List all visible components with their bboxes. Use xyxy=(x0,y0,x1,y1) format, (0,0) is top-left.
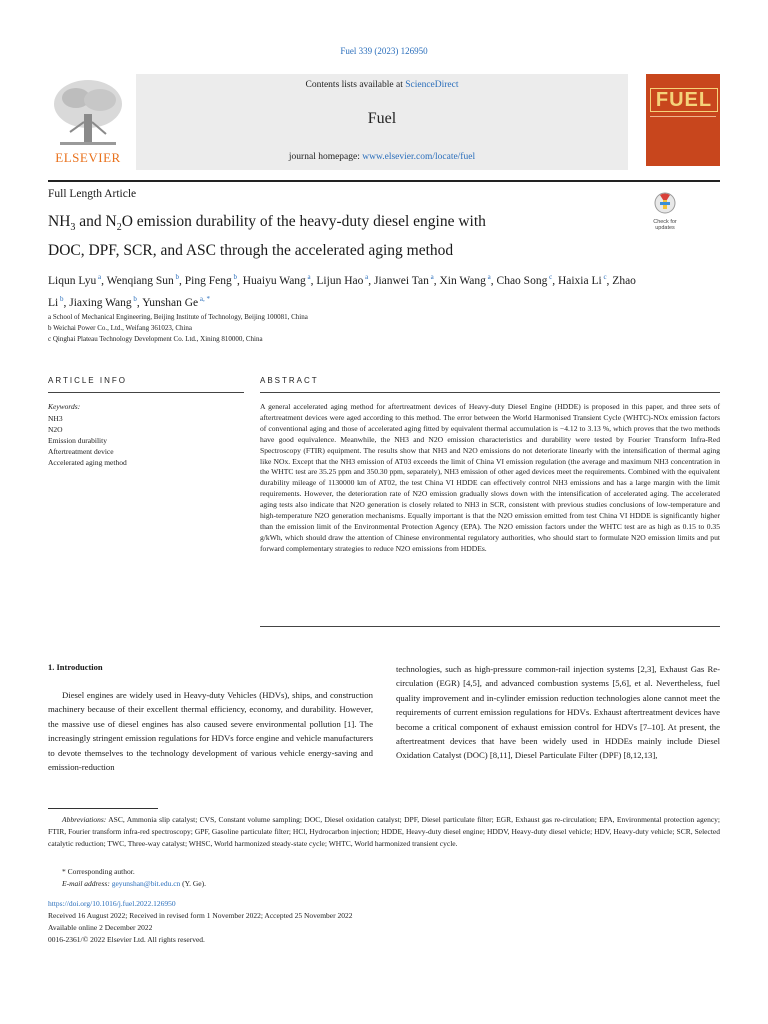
contents-prefix: Contents lists available at xyxy=(305,80,403,90)
keywords-list xyxy=(48,413,127,468)
author-name[interactable]: Yunshan Ge xyxy=(142,296,199,309)
received-dates: Received 16 August 2022; Received in revised form 1 November 2022; Accepted 25 November 2022 xyxy=(48,911,353,920)
author-list: Liqun Lyu $^a$, Wenqiang Sun $^b$, Ping Feng $^b$, Huaiyu Wang $^a$, Lijun Hao $^a$, Jianwei Tan $^a$, Xin Wang $^a$, Chao Song $^c$, Haixia Li $^c$, Zhao Li $^b$, Jiaxing Wang $^b$, Yunshan Ge $^{a, *}$ xyxy=(48,273,636,309)
author-affiliation-marker[interactable]: b xyxy=(58,294,64,303)
author-name[interactable]: Liqun Lyu xyxy=(48,274,97,287)
author-name[interactable]: Huaiyu Wang xyxy=(242,274,306,287)
author-affiliation-marker[interactable]: c xyxy=(601,273,607,281)
elsevier-logo xyxy=(48,74,128,166)
author-name[interactable]: Jiaxing Wang xyxy=(69,296,132,309)
copyright: 0016-2361/© 2022 Elsevier Ltd. All rights reserved. xyxy=(48,935,205,944)
keyword-item: NH3 xyxy=(48,414,63,423)
author-name[interactable]: Wenqiang Sun xyxy=(106,274,174,287)
author-name[interactable]: Haixia Li xyxy=(557,274,602,287)
publisher-name: ELSEVIER xyxy=(55,150,121,165)
author-affiliation-marker[interactable]: a xyxy=(96,273,102,281)
affiliation-line: b Weichai Power Co., Ltd., Weifang 361023, China xyxy=(48,324,193,332)
homepage-prefix: journal homepage: xyxy=(288,152,360,162)
author-affiliation-marker[interactable]: a xyxy=(428,273,434,281)
article-type: Full Length Article xyxy=(48,188,137,200)
homepage-line xyxy=(136,152,628,162)
author-name[interactable]: Lijun Hao xyxy=(316,274,364,287)
abstract-bottom-rule xyxy=(260,626,720,627)
doi-link[interactable]: https://doi.org/10.1016/j.fuel.2022.126950 xyxy=(48,899,176,908)
abbreviations-text: ASC, Ammonia slip catalyst; CVS, Constant volume sampling; DOC, Diesel oxidation catalyst; DPF, Diesel particulate filter; EGR, Exhaust gas re-circulation; EPA, Environmental protection agency; FTIR, Fourier transform infra-red spectroscopy; GPF, Gasoline particulate filter; HCl, Hydrocarbon injection; HDDE, Heavy-duty diesel engine; HDDV, Heavy-duty diesel vehicle; HDV, Heavy-duty vehicle; SCR, Selected catalytic reduction; TWC, Three-way catalyst; WHSC, World harmonized steady-state cycle; WHTC, World harmonized transient cycle. xyxy=(48,815,720,848)
abbreviations-footnote xyxy=(48,814,720,850)
sciencedirect-link[interactable]: ScienceDirect xyxy=(405,80,459,90)
author-affiliation-marker[interactable]: a xyxy=(485,273,491,281)
keyword-item: Aftertreatment device xyxy=(48,447,114,456)
publication-details xyxy=(48,898,353,946)
crossmark-badge[interactable] xyxy=(650,192,680,231)
title-line-2: DOC, DPF, SCR, and ASC through the accelerated aging method xyxy=(48,242,454,260)
title-part: and N xyxy=(75,213,117,230)
affiliations xyxy=(48,312,648,345)
affiliation-line: a School of Mechanical Engineering, Beijing Institute of Technology, Beijing 100081, China xyxy=(48,313,308,321)
footnote-rule xyxy=(48,808,158,809)
crossmark-label: Check for updates xyxy=(653,219,677,231)
homepage-link[interactable]: www.elsevier.com/locate/fuel xyxy=(362,152,476,162)
author-name[interactable]: Chao Song xyxy=(496,274,548,287)
author-affiliation-marker[interactable]: a xyxy=(363,273,369,281)
author-name[interactable]: Jianwei Tan xyxy=(373,274,429,287)
article-info-rule xyxy=(48,392,244,393)
cover-title: FUEL xyxy=(650,88,718,112)
crossmark-icon xyxy=(654,192,676,214)
article-title xyxy=(48,210,608,262)
title-part: NH xyxy=(48,213,71,230)
abbreviations-label: Abbreviations: xyxy=(62,815,107,824)
contents-line xyxy=(136,80,628,90)
author-name[interactable]: Xin Wang xyxy=(439,274,486,287)
abstract-top-rule xyxy=(260,392,720,393)
title-part: O emission durability of the heavy-duty diesel engine with xyxy=(121,213,486,230)
journal-reference[interactable]: Fuel 339 (2023) 126950 xyxy=(340,46,428,56)
author-name[interactable]: Zhao Li xyxy=(48,274,636,309)
affiliation-line: c Qinghai Plateau Technology Development Co. Ltd., Xining 810000, China xyxy=(48,335,263,343)
email-line xyxy=(62,878,206,890)
header-rule xyxy=(48,180,720,182)
title-subscript: 3 xyxy=(70,222,76,234)
journal-banner xyxy=(136,74,628,170)
journal-name: Fuel xyxy=(367,110,397,127)
keyword-item: N2O xyxy=(48,425,63,434)
cover-divider xyxy=(650,116,716,117)
corresponding-author-note: * Corresponding author. xyxy=(62,867,135,876)
title-subscript: 2 xyxy=(116,222,122,234)
email-suffix: (Y. Ge). xyxy=(182,879,206,888)
author-affiliation-marker[interactable]: b xyxy=(131,294,137,303)
author-name[interactable]: Ping Feng xyxy=(184,274,232,287)
keyword-item: Accelerated aging method xyxy=(48,458,127,467)
journal-cover[interactable] xyxy=(646,74,720,166)
author-affiliation-marker[interactable]: a xyxy=(305,273,311,281)
author-affiliation-marker[interactable]: c xyxy=(547,273,553,281)
email-link[interactable]: geyunshan@bit.edu.cn xyxy=(111,879,181,888)
keyword-item: Emission durability xyxy=(48,436,107,445)
introduction-right-column: technologies, such as high-pressure common-rail injection systems [2,3], Exhaust Gas Re-circulation (EGR) [4,5], and advanced combustion systems [5,6], et al. Nevertheless, fuel quality improvement and in-cylinder emission reduction technologies alone cannot meet the requirements of current emission regulations for HDVs. Exhaust aftertreatment devices have become a critical component of exhaust emission control for HDVs [7–10]. At present, the aftertreatment devices that have been widely used in HDDEs mainly include Diesel Oxidation Catalyst (DOC) [8,11], Diesel Particulate Filter (DPF) [8,12,13], xyxy=(396,664,720,761)
author-affiliation-marker[interactable]: b xyxy=(231,273,237,281)
introduction-heading: 1. Introduction xyxy=(48,662,103,672)
abstract-heading: ABSTRACT xyxy=(260,376,319,385)
keywords-label: Keywords: xyxy=(48,402,81,411)
introduction-left-column: Diesel engines are widely used in Heavy-duty Vehicles (HDVs), ships, and construction machinery because of their excellent thermal efficiency, economy, and durability. However, the massive use of diesel engines has also caused severe environmental pollution [1]. The increasingly stringent emission regulations for HDVs force engine and vehicle manufacturers to devote themselves to the technology development of various vehicle energy-saving and emission-reduction xyxy=(48,690,373,773)
abstract-text: A general accelerated aging method for aftertreatment devices of Heavy-duty Diesel Engine (HDDE) is proposed in this paper, and three sets of aftertreatment devices were aged according to this method. The error between the World Harmonised Transient Cycle (WHTC)-NOx emission factors of conventional aging and those of accelerated aging fitted by equivalent thermal accumulation is −4.12 to 3.13 %, which proves that the two methods have good equivalence. Meanwhile, the NH3 and N2O emission characteristics and durability were tested by Fourier Transform Infra-Red Spectroscopy (FTIR) equipment. The results show that NH3 and N2O emissions do not deteriorate linearly with the intensification of thermal aging like NOx. Except that the NH3 emission of AT03 exceeds the limit of China VI emission regulation (the average and maximum NH3 concentration in the WHTC test are 35.25 ppm and 350.30 ppm, separately), NH3 emission of other aged devices meet the requirements. Combined with the equivalent durability mileage of 1130000 km of AT02, the test China VI HDDE can effectively control NH3 emissions and has a large margin with the limit requirements. However, the deterioration rate of N2O emission gradually slows down with the intensification of accelerated aging. The accelerated aging tests also indicate that N2O generation is closely related to NH3 in SCR, consistent with previous studies conclusions of low-temperature and high-temperature N2O generation mechanisms. Equally important is that the N2O emission emitted from test China VI HDDE is significantly higher than the emission limit of the Environmental Protection Agency (EPA). The N2O emission factors under the WHTC test are as high as 0.15 to 0.35 g/kWh, which should draw the attention of Chinese environmental regulatory authorities, who should start to formulate N2O emission limits and put forward complementary strategies to reduce N2O emissions from HDDEs. xyxy=(260,402,720,553)
email-label: E-mail address: xyxy=(62,879,110,888)
article-info-heading: ARTICLE INFO xyxy=(48,376,127,385)
available-online: Available online 2 December 2022 xyxy=(48,923,153,932)
author-affiliation-marker[interactable]: b xyxy=(173,273,180,281)
author-affiliation-marker[interactable]: a, * xyxy=(198,294,211,303)
